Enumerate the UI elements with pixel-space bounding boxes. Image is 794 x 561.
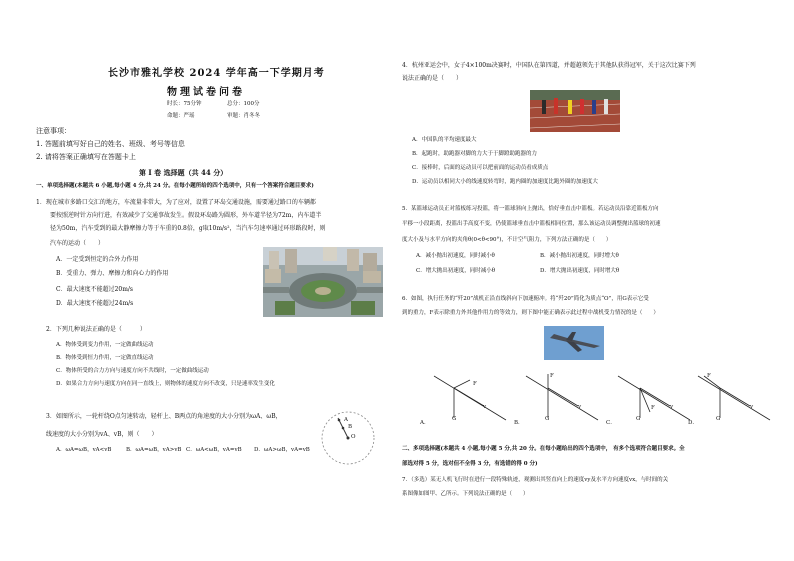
q3-line: 线速度的大小分别为vA、vB，则（ ） bbox=[46, 431, 158, 438]
force-diagram-c bbox=[612, 372, 692, 432]
q3-line: 3．如图所示，一轮杆绕O点匀速转动，轻杆上、B两点的角速度的大小分别为ωA、ωB， bbox=[46, 413, 282, 420]
force-label-f: F bbox=[651, 405, 655, 411]
force-label-g: G bbox=[636, 416, 641, 422]
q3-option: B．ωA=ωB，vA>vB bbox=[126, 447, 182, 453]
q1-line: 1．现在城市多路口交汇的地方，车流量非常大，为了应对，设置了环岛交通设施，需要通过路口的车辆都 bbox=[36, 199, 316, 206]
school-title: 长沙市雅礼学校 2024 学年高一下学期月考 bbox=[108, 68, 325, 79]
q5-option: C．增大抛出初速度，同时减小θ bbox=[416, 268, 496, 274]
force-label-v: v bbox=[670, 404, 674, 410]
q1-line: 径为50m，汽车受到的最大静摩擦力等于车重的0.8倍，g取10m/s²，当汽车匀速率通过环形路段时，则 bbox=[50, 225, 326, 232]
q3-option: A．ωA=ωB，vA<vB bbox=[56, 447, 112, 453]
roundabout-photo bbox=[263, 247, 383, 317]
relay-race-photo bbox=[530, 90, 620, 132]
q1-option: A．一定受到恒定的合外力作用 bbox=[56, 256, 139, 263]
force-label-f: F bbox=[707, 373, 711, 379]
exam-time: 时长：75分钟 bbox=[167, 101, 202, 107]
q4-option: C．接棒时，后面的运动员可以把前面的运动员看成质点 bbox=[412, 165, 549, 171]
point-b-label: B bbox=[348, 424, 353, 430]
q5-line: 5．某篮球运动员正对篮板练习投篮，将一篮球斜向上抛出，恰好垂直击中篮板。若运动员沿靠近篮板方向 bbox=[402, 206, 659, 212]
force-label-g: G bbox=[716, 416, 721, 422]
q4-option: D．运动员以相同大小的线速度转弯时，跑内圈的加速度比跑外圈的加速度大 bbox=[412, 179, 598, 185]
q7-line: 7．（多选）某无人机飞行时在进行一段特殊轨迹，观测出其竖直向上的速度vy及水平方向速度vx，与时间的关 bbox=[402, 477, 669, 483]
q3-option: C．ωA<ωB，vA=vB bbox=[186, 447, 242, 453]
force-label-v: v bbox=[578, 404, 582, 410]
exam-score: 总分：100分 bbox=[227, 101, 260, 107]
q6-line: 到的重力，F表示除重力外其他作用力的等效力，则下图中能正确表示此过程中战机受力情况的是（ ） bbox=[402, 310, 659, 316]
q5-option: D．增大抛出初速度，同时增大θ bbox=[540, 268, 620, 274]
q1-option: C．最大速度不能超过20m/s bbox=[56, 286, 134, 293]
q2-stem: 2．下列几种说法正确的是（ ） bbox=[46, 326, 146, 333]
section1-title: 一、单项选择题(本题共 6 小题,每小题 4 分,共 24 分。在每小题所给的四个选项中，只有一个答案符合题目要求) bbox=[36, 183, 314, 189]
q4-option: B．起跑时，助跑器对脚的力大于于脚蹬助跑器的力 bbox=[412, 151, 538, 157]
force-diagram-b bbox=[520, 372, 600, 432]
point-a-label: A bbox=[344, 417, 348, 423]
force-label-v: v bbox=[483, 404, 487, 410]
q2-option: B．物体受到恒力作用，一定做直线运动 bbox=[56, 355, 154, 361]
q2-option: D．如果合力方向与速度方向在同一直线上，则物体的速度方向不改变，只是速率发生变化 bbox=[56, 381, 275, 387]
q5-option: A．减小抛出初速度，同时减小θ bbox=[416, 253, 495, 259]
force-diagram-a bbox=[428, 372, 508, 432]
point-o-label: O bbox=[351, 434, 356, 440]
choice-a: A． bbox=[420, 420, 430, 426]
note-item: 1. 答题前填写好自己的姓名、班级、考号等信息 bbox=[36, 140, 185, 148]
q3-option: D．ωA>ωB，vA=vB bbox=[254, 447, 310, 453]
q4-line: 4．杭州亚运会中，女子4×100m决赛时，中国队在第四道，并超越领先于其他队获得冠军，关于这次比赛下列 bbox=[402, 62, 696, 69]
choice-d: D． bbox=[688, 420, 698, 426]
section2-title: 二、多项选择题(本题共 4 小题,每小题 5 分,共 20 分。在每小题给出的四个选项中， 有多个选项符合题目要求。全 bbox=[402, 446, 685, 452]
force-diagram-d bbox=[692, 372, 772, 432]
force-label-v: v bbox=[750, 404, 754, 410]
q7-line: 系图像如图甲、乙所示。下列说法正确的是（ ） bbox=[402, 491, 529, 497]
q1-line: 汽车的运动（ ） bbox=[50, 240, 105, 247]
note-item: 2. 请将答案正确填写在答题卡上 bbox=[36, 153, 136, 161]
choice-c: C． bbox=[606, 420, 616, 426]
q2-option: A．物体受到变力作用，一定做曲线运动 bbox=[56, 342, 154, 348]
q1-option: B．受重力、弹力、摩擦力和向心力的作用 bbox=[56, 270, 169, 277]
choice-b: B． bbox=[514, 420, 524, 426]
q5-line: 平移一小段距离，投篮出手高度不变，仍使篮球垂直击中篮板相同位置，那么该运动员调整抛出篮球的初速 bbox=[402, 221, 661, 227]
q2-option: C．物体所受的合力方向与速度方向不共线时，一定做曲线运动 bbox=[56, 368, 209, 374]
force-label-f: F bbox=[550, 373, 554, 379]
force-label-g: G bbox=[545, 416, 550, 422]
exam-reviewer: 审题：肖冬冬 bbox=[227, 113, 261, 119]
exam-author: 命题：严瑶 bbox=[167, 113, 195, 119]
fighter-jet-photo bbox=[544, 326, 604, 360]
part1-title: 第 I 卷 选择题（共 44 分） bbox=[139, 168, 228, 177]
subject-title: 物理试卷问卷 bbox=[167, 87, 245, 98]
q1-line: 要按照逆时针方向行进，有效减少了交通事故发生。假设环岛路为圆形，外车道半径为72m，内车道半 bbox=[50, 212, 322, 219]
q5-line: 度大小及与水平方向的夹角θ(0<θ<90°)，不计空气阻力，下列方法正确的是（ ） bbox=[402, 237, 612, 243]
q1-option: D．最大速度不能超过24m/s bbox=[56, 300, 134, 307]
q6-line: 6．如图，执行任务的“歼20”战机正沿直线斜向下加速俯冲。将“歼20”简化为质点“O”，用G表示它受 bbox=[402, 296, 649, 302]
section2-title-cont: 部选对得 5 分，选对但不全得 3 分，有选错的得 0 分) bbox=[402, 461, 538, 467]
q4-option: A．中国队的平均速度最大 bbox=[412, 137, 477, 143]
q5-option: B．减小抛出初速度，同时增大θ bbox=[540, 253, 619, 259]
force-label-g: G bbox=[452, 416, 457, 422]
notes-title: 注意事项： bbox=[36, 127, 71, 135]
force-label-f: F bbox=[473, 381, 477, 387]
q4-line: 说法正确的是（ ） bbox=[402, 75, 463, 82]
rotation-diagram bbox=[320, 410, 376, 466]
